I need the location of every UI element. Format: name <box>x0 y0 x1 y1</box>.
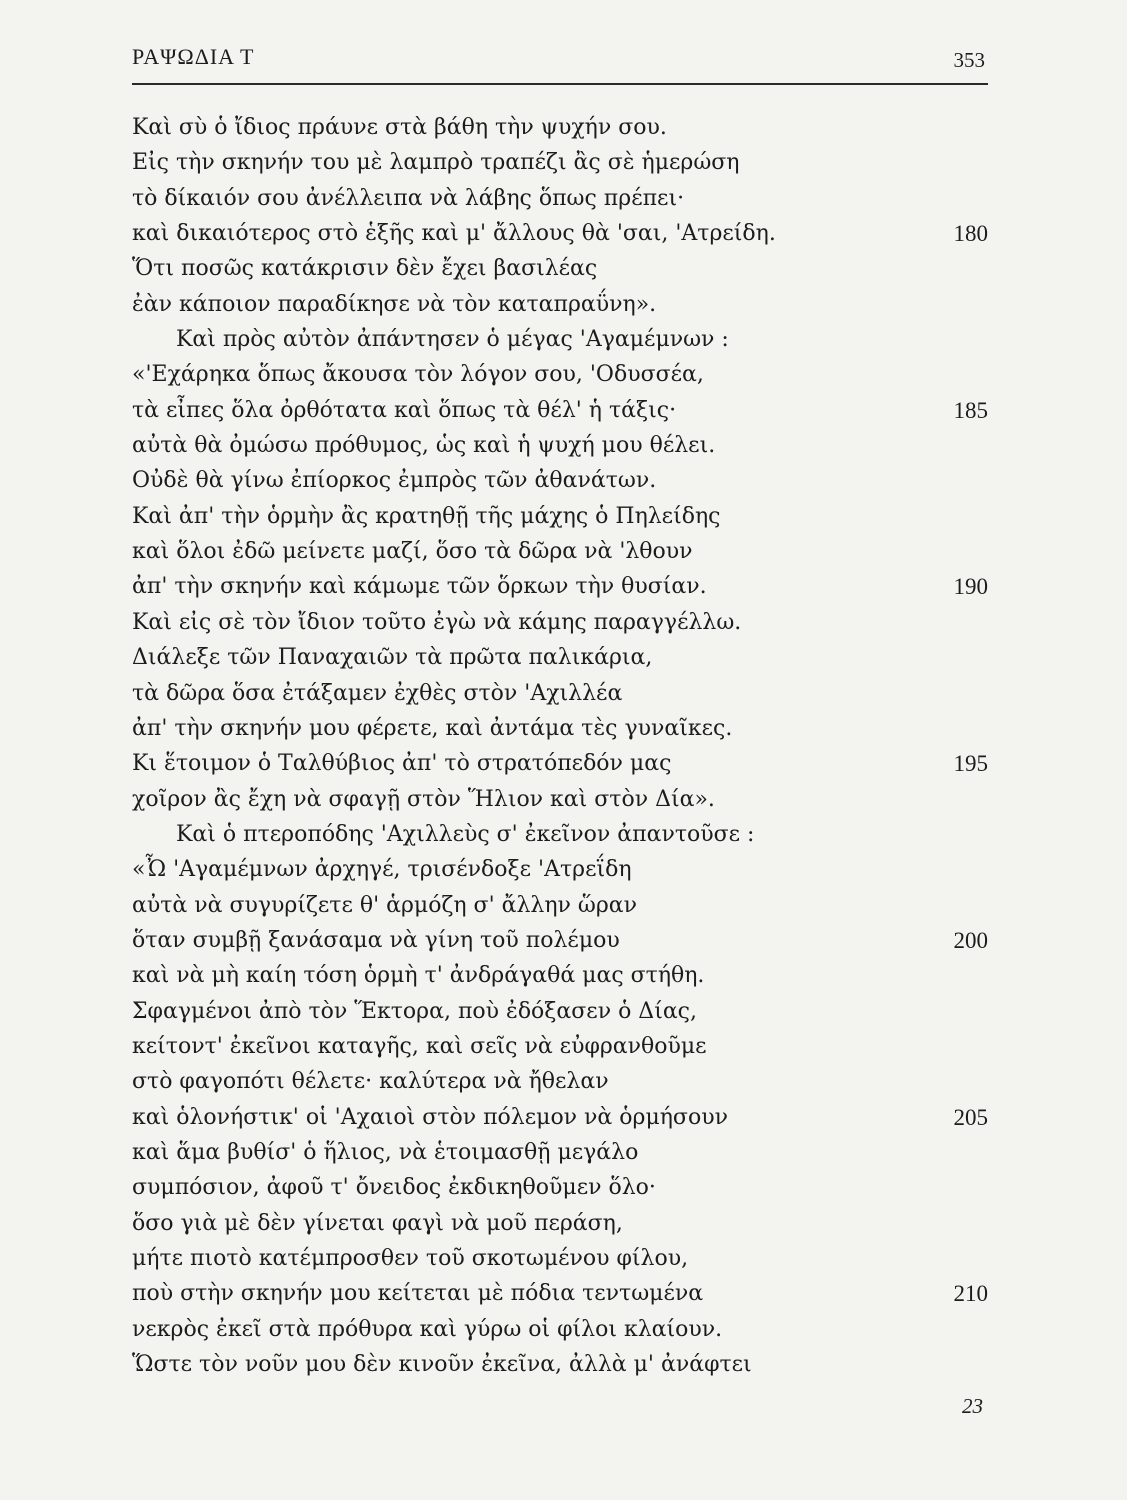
verse-text: στὸ φαγοπότι θέλετε· καλύτερα νὰ ἤθελαν <box>132 1069 609 1095</box>
page-number: 353 <box>953 48 985 72</box>
verse-text: χοῖρον ἂς ἔχη νὰ σφαγῇ στὸν Ἥλιον καὶ στὸν Δία». <box>132 786 715 812</box>
verse-text: καὶ ὅλοι ἐδῶ μείνετε μαζί, ὅσο τὰ δῶρα νὰ 'λθουν <box>132 539 693 565</box>
line-number: 185 <box>953 397 988 423</box>
line-number: 180 <box>953 221 988 247</box>
verse-text: Οὐδὲ θὰ γίνω ἐπίορκος ἐμπρὸς τῶν ἀθανάτων. <box>132 468 657 494</box>
verse-line <box>132 322 988 357</box>
verse-line <box>132 1206 988 1241</box>
line-number: 190 <box>953 574 988 600</box>
verse-line <box>132 1312 988 1347</box>
verse-text: ποὺ στὴν σκηνήν μου κείτεται μὲ πόδια τεντωμένα <box>132 1281 704 1307</box>
verse-line <box>132 923 988 958</box>
verse-text: τὰ εἶπες ὅλα ὀρθότατα καὶ ὅπως τὰ θέλ' ἡ τάξις· <box>132 397 677 423</box>
verse-text: Κι ἕτοιμον ὁ Ταλθύβιος ἀπ' τὸ στρατόπεδόν μας <box>132 751 672 777</box>
verse-line <box>132 1241 988 1276</box>
verse-line <box>132 393 988 428</box>
verse-text: Διάλεξε τῶν Παναχαιῶν τὰ πρῶτα παλικάρια, <box>132 645 653 671</box>
verse-line <box>132 1064 988 1099</box>
signature-mark: 23 <box>962 1394 983 1418</box>
verse-text: Σφαγμένοι ἀπὸ τὸν Ἕκτορα, ποὺ ἐδόξασεν ὁ Δίας, <box>132 998 697 1024</box>
verse-line <box>132 534 988 569</box>
verse-text: ὅσο γιὰ μὲ δὲν γίνεται φαγὶ νὰ μοῦ περάση, <box>132 1210 623 1236</box>
verse-text: Ὅτι ποσῶς κατάκρισιν δὲν ἔχει βασιλέας <box>132 256 598 282</box>
verse-text: ἐὰν κάποιον παραδίκησε νὰ τὸν καταπραΰνη». <box>132 291 657 317</box>
verse-line <box>132 357 988 392</box>
verse-line <box>132 852 988 887</box>
poem-text <box>132 110 988 1382</box>
verse-text: Καὶ ὁ πτεροπόδης 'Αχιλλεὺς σ' ἐκεῖνον ἀπαντοῦσε : <box>176 821 755 847</box>
verse-line <box>132 181 988 216</box>
line-number: 195 <box>953 751 988 777</box>
verse-text: αὐτὰ θὰ ὀμώσω πρόθυμος, ὡς καὶ ἡ ψυχή μου θέλει. <box>132 433 716 459</box>
verse-line <box>132 1170 988 1205</box>
verse-line <box>132 782 988 817</box>
verse-line <box>132 888 988 923</box>
running-title: ΡΑΨΩΔΙΑ Τ <box>132 44 255 69</box>
verse-line <box>132 216 988 251</box>
verse-text: καὶ ἅμα βυθίσ' ὁ ἥλιος, νὰ ἑτοιμασθῇ μεγάλο <box>132 1139 639 1165</box>
verse-line <box>132 1276 988 1311</box>
verse-line <box>132 746 988 781</box>
verse-text: ἀπ' τὴν σκηνήν μου φέρετε, καὶ ἀντάμα τὲς γυναῖκες. <box>132 715 733 741</box>
verse-line <box>132 711 988 746</box>
verse-line <box>132 1135 988 1170</box>
line-number: 200 <box>953 927 988 953</box>
verse-text: Εἰς τὴν σκηνήν του μὲ λαμπρὸ τραπέζι ἂς σὲ ἡμερώση <box>132 150 740 176</box>
verse-text: καὶ νὰ μὴ καίη τόση ὁρμὴ τ' ἀνδράγαθά μας στήθη. <box>132 963 705 989</box>
verse-line <box>132 1029 988 1064</box>
verse-text: ἀπ' τὴν σκηνήν καὶ κάμωμε τῶν ὅρκων τὴν θυσίαν. <box>132 574 707 600</box>
verse-line <box>132 428 988 463</box>
verse-line <box>132 110 988 145</box>
verse-text: καὶ ὁλονήστικ' οἱ 'Αχαιοὶ στὸν πόλεμον νὰ ὁρμήσουν <box>132 1104 728 1130</box>
verse-text: «'Εχάρηκα ὅπως ἄκουσα τὸν λόγον σου, 'Οδυσσέα, <box>132 362 704 388</box>
verse-line <box>132 499 988 534</box>
verse-line <box>132 1100 988 1135</box>
verse-text: Ὥστε τὸν νοῦν μου δὲν κινοῦν ἐκεῖνα, ἀλλὰ μ' ἀνάφτει <box>132 1352 752 1378</box>
verse-text: καὶ δικαιότερος στὸ ἑξῆς καὶ μ' ἄλλους θὰ 'σαι, 'Ατρείδη. <box>132 221 776 247</box>
verse-line <box>132 251 988 286</box>
verse-line <box>132 1347 988 1382</box>
verse-line <box>132 640 988 675</box>
verse-text: Καὶ πρὸς αὐτὸν ἀπάντησεν ὁ μέγας 'Αγαμέμνων : <box>176 327 729 353</box>
verse-text: «Ὦ 'Αγαμέμνων ἀρχηγέ, τρισένδοξε 'Ατρεΐδη <box>132 857 632 883</box>
verse-line <box>132 463 988 498</box>
line-number: 210 <box>953 1281 988 1307</box>
verse-line <box>132 287 988 322</box>
verse-text: νεκρὸς ἐκεῖ στὰ πρόθυρα καὶ γύρω οἱ φίλοι κλαίουν. <box>132 1316 723 1342</box>
header-rule <box>132 83 988 85</box>
verse-line <box>132 145 988 180</box>
verse-line <box>132 958 988 993</box>
verse-text: τὰ δῶρα ὅσα ἐτάξαμεν ἐχθὲς στὸν 'Αχιλλέα <box>132 680 623 706</box>
verse-line <box>132 569 988 604</box>
line-number: 205 <box>953 1104 988 1130</box>
verse-text: Καὶ εἰς σὲ τὸν ἴδιον τοῦτο ἐγὼ νὰ κάμης παραγγέλλω. <box>132 609 742 635</box>
verse-text: αὐτὰ νὰ συγυρίζετε θ' ἁρμόζη σ' ἄλλην ὥραν <box>132 892 638 918</box>
verse-text: Καὶ σὺ ὁ ἴδιος πράυνε στὰ βάθη τὴν ψυχήν σου. <box>132 115 667 140</box>
verse-line <box>132 817 988 852</box>
verse-line <box>132 994 988 1029</box>
verse-text: κείτοντ' ἐκεῖνοι καταγῆς, καὶ σεῖς νὰ εὐφρανθοῦμε <box>132 1033 707 1059</box>
verse-text: ὅταν συμβῇ ξανάσαμα νὰ γίνη τοῦ πολέμου <box>132 927 620 953</box>
verse-text: συμπόσιον, ἀφοῦ τ' ὄνειδος ἐκδικηθοῦμεν ὅλο· <box>132 1175 656 1201</box>
verse-line <box>132 676 988 711</box>
verse-text: μήτε πιοτὸ κατέμπροσθεν τοῦ σκοτωμένου φίλου, <box>132 1246 689 1271</box>
verse-text: Καὶ ἀπ' τὴν ὁρμὴν ἂς κρατηθῇ τῆς μάχης ὁ Πηλείδης <box>132 503 721 529</box>
verse-line <box>132 605 988 640</box>
verse-text: τὸ δίκαιόν σου ἀνέλλειπα νὰ λάβης ὅπως πρέπει· <box>132 185 685 211</box>
